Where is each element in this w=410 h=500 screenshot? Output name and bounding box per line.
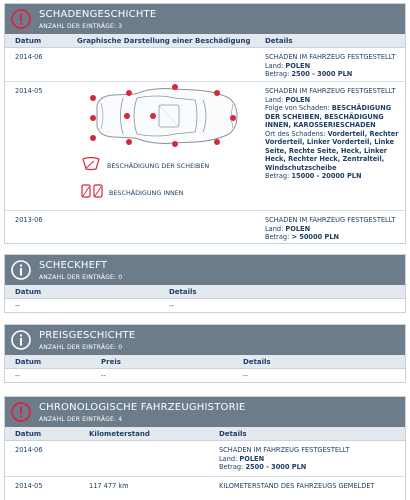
column-header-row: [5, 427, 405, 441]
mileage-cell: 117 477 km: [89, 482, 129, 490]
column-header: Preis: [101, 358, 121, 366]
date-cell: 2014-06: [15, 53, 43, 61]
table-row: [5, 441, 405, 477]
date-cell: --: [15, 302, 20, 310]
details-cell: --: [169, 302, 174, 310]
damage-history-section: [4, 3, 406, 244]
column-header: Details: [265, 37, 293, 45]
details-cell: --: [243, 372, 248, 380]
date-cell: 2014-05: [15, 87, 43, 95]
legend-windows-label: BESCHÄDIGUNG DER SCHEIBEN: [107, 162, 210, 170]
chronological-history-section: [4, 396, 406, 500]
details-cell: SCHADEN IM FAHRZEUG FESTGESTELLT Land: POLEN Betrag: > 50000 PLN: [265, 216, 396, 241]
date-cell: 2014-05: [15, 482, 43, 490]
damage-marker: [124, 113, 130, 119]
column-header: Graphische Darstellung einer Beschädigung: [77, 37, 251, 45]
damage-marker: [214, 139, 220, 145]
column-header: Details: [219, 430, 247, 438]
interior-damage-icon: [81, 183, 103, 199]
table-row: [5, 82, 405, 211]
section-title: PREISGESCHICHTE: [39, 330, 136, 341]
section-title: CHRONOLOGISCHE FAHRZEUGHISTORIE: [39, 402, 246, 413]
column-header: Details: [243, 358, 271, 366]
date-cell: 2013-06: [15, 216, 43, 224]
entry-count: ANZAHL DER EINTRÄGE: 3: [39, 23, 123, 30]
column-header: Details: [169, 288, 197, 296]
damage-marker: [172, 141, 178, 147]
section-title: SCHECKHEFT: [39, 260, 108, 271]
damage-marker: [126, 139, 132, 145]
damage-marker: [172, 84, 178, 90]
damage-marker: [90, 95, 96, 101]
entry-count: ANZAHL DER EINTRÄGE: 4: [39, 416, 123, 423]
section-header: [5, 325, 405, 355]
date-cell: 2014-06: [15, 446, 43, 454]
section-header: [5, 4, 405, 34]
info-icon: [11, 330, 31, 350]
section-header: [5, 255, 405, 285]
damage-marker: [214, 90, 220, 96]
column-header: Kilometerstand: [89, 430, 150, 438]
column-header-row: [5, 34, 405, 48]
car-damage-diagram: [83, 84, 243, 148]
alert-icon: [11, 9, 31, 29]
column-header: Datum: [15, 358, 42, 366]
date-cell: --: [15, 372, 20, 380]
damage-marker: [126, 90, 132, 96]
damage-marker: [150, 113, 156, 119]
service-book-section: [4, 254, 406, 313]
info-icon: [11, 260, 31, 280]
details-cell: SCHADEN IM FAHRZEUG FESTGESTELLT Land: POLEN Betrag: 2500 - 3000 PLN: [265, 53, 396, 78]
windshield-damage-icon: [81, 157, 101, 171]
damage-marker: [90, 135, 96, 141]
damage-marker: [230, 115, 236, 121]
details-cell: SCHADEN IM FAHRZEUG FESTGESTELLT Land: POLEN Betrag: 2500 - 3000 PLN: [219, 446, 350, 471]
table-row: [5, 48, 405, 82]
table-row: [5, 211, 405, 244]
column-header-row: [5, 285, 405, 299]
entry-count: ANZAHL DER EINTRÄGE: 0: [39, 274, 123, 281]
section-header: [5, 397, 405, 427]
column-header: Datum: [15, 430, 42, 438]
column-header: Datum: [15, 288, 42, 296]
details-cell: KILOMETERSTAND DES FAHRZEUGS GEMELDET: [219, 482, 375, 490]
section-title: SCHADENGESCHICHTE: [39, 9, 157, 20]
table-row: [5, 299, 405, 312]
alert-icon: [11, 402, 31, 422]
table-row: [5, 477, 405, 497]
entry-count: ANZAHL DER EINTRÄGE: 0: [39, 344, 123, 351]
price-history-section: [4, 324, 406, 383]
table-row: [5, 369, 405, 382]
price-cell: --: [101, 372, 106, 380]
legend-interior-label: BESCHÄDIGUNG INNEN: [109, 189, 184, 197]
details-cell: SCHADEN IM FAHRZEUG FESTGESTELLT Land: POLEN Folge von Schaden: BESCHÄDIGUNG DER SCHEIBEN, BESCHÄDIGUNG INNEN, KAROSSERIESCHADEN Ort des Schadens: Vorderteil, Rechter Vorderteil, Linker Vorderteil, Linke Seite, Rechte Seite, Heck, Linker Heck, Rechter Heck, Zentralteil, Windschutzscheibe Betrag: 15000 - 20000 PLN: [265, 87, 399, 180]
column-header-row: [5, 355, 405, 369]
column-header: Datum: [15, 37, 42, 45]
damage-marker: [90, 115, 96, 121]
